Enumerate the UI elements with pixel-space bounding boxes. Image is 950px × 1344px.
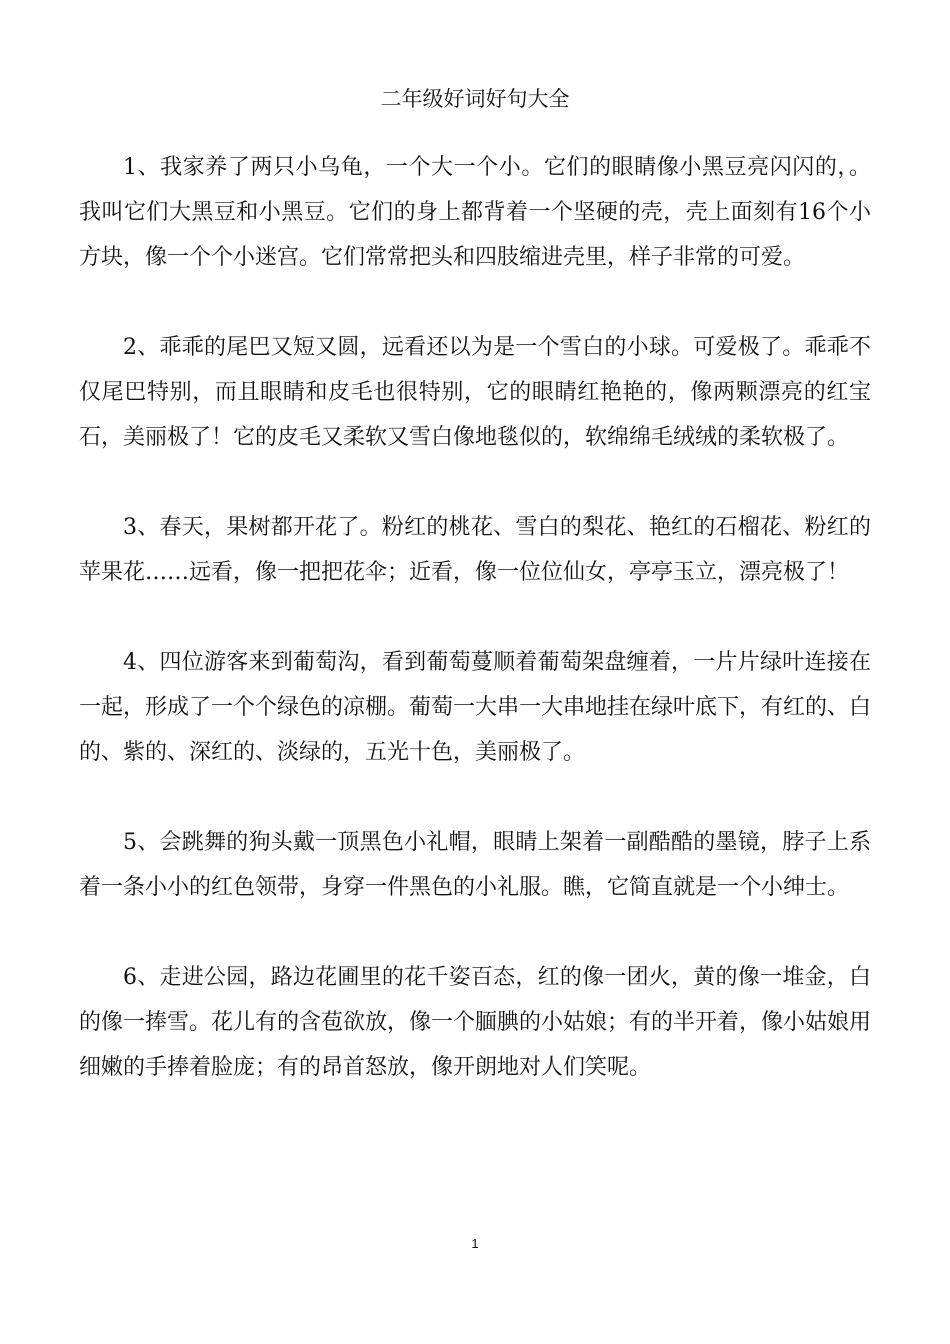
page-title: 二年级好词好句大全 [380, 87, 570, 111]
paragraph-1: 1、我家养了两只小乌龟，一个大一个小。它们的眼睛像小黑豆亮闪闪的，。我叫它们大黑豆和小黑豆。它们的身上都背着一个坚硬的壳，壳上面刻有16个小方块，像一个个小迷宫。它们常常把头和四肢缩进壳里，样子非常的可爱。 [79, 155, 871, 270]
paragraph-4: 4、四位游客来到葡萄沟，看到葡萄蔓顺着葡萄架盘缠着，一片片绿叶连接在一起，形成了一个个绿色的凉棚。葡萄一大串一大串地挂在绿叶底下，有红的、白的、紫的、深红的、淡绿的，五光十色，美丽极了。 [79, 650, 872, 765]
paragraph-2: 2、乖乖的尾巴又短又圆，远看还以为是一个雪白的小球。可爱极了。乖乖不仅尾巴特别，而且眼睛和皮毛也很特别，它的眼睛红艳艳的，像两颗漂亮的红宝石，美丽极了！它的皮毛又柔软又雪白像地毯似的，软绵绵毛绒绒的柔软极了。 [79, 335, 871, 450]
paragraph-5: 5、会跳舞的狗头戴一顶黑色小礼帽，眼睛上架着一副酷酷的墨镜，脖子上系着一条小小的红色领带，身穿一件黑色的小礼服。瞧，它简直就是一个小绅士。 [79, 830, 871, 900]
paragraph-6: 6、走进公园，路边花圃里的花千姿百态，红的像一团火，黄的像一堆金，白的像一捧雪。花儿有的含苞欲放，像一个腼腆的小姑娘；有的半开着，像小姑娘用细嫩的手捧着脸庞；有的昂首怒放，像开朗地对人们笑呢。 [79, 965, 872, 1080]
paragraph-3: 3、春天，果树都开花了。粉红的桃花、雪白的梨花、艳红的石榴花、粉红的苹果花……远看，像一把把花伞；近看，像一位位仙女，亭亭玉立，漂亮极了！ [79, 515, 871, 585]
document-body [79, 145, 871, 1135]
page-number: 1 [471, 1236, 479, 1251]
